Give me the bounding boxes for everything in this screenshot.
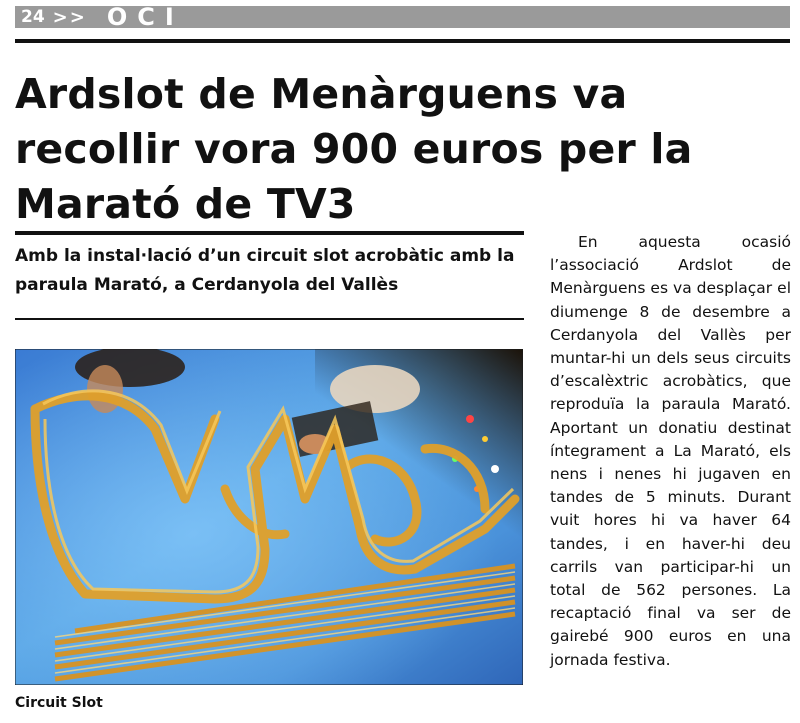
section-label: OCI bbox=[106, 3, 184, 31]
article-headline: Ardslot de Menàrguens va recollir vora 900 euros per la Marató de TV3 bbox=[15, 70, 693, 228]
article-body: En aquesta ocasió l’associació Ardslot de Menàrguens es va desplaçar el diumenge 8 de desembre a Cerdanyola del Vallès per muntar-hi un dels seus circuits d’escalèxtric acrobàtics, que reproduïa la paraula Marató. Aportant un donatiu destinat íntegrament a La Marató, els nens i nenes hi jugaven en tandes de 5 minuts. Durant vuit hores hi va haver 64 tandes, i en haver-hi deu carrils van participar-hi un total de 562 persones. La recaptació final va ser de gairebé 900 euros en una jornada festiva. bbox=[550, 233, 791, 669]
photo-caption: Circuit Slot bbox=[15, 695, 103, 711]
header-arrows: >> bbox=[52, 6, 87, 28]
subhead-bottom-rule bbox=[15, 318, 524, 320]
subhead-top-rule bbox=[15, 231, 524, 235]
section-header bbox=[21, 5, 184, 29]
article-subhead: Amb la instal·lació d’un circuit slot acrobàtic amb la paraula Marató, a Cerdanyola del Vallès bbox=[15, 246, 515, 295]
top-rule bbox=[15, 39, 790, 43]
article-photo bbox=[15, 349, 523, 685]
page-number: 24 bbox=[21, 7, 45, 27]
